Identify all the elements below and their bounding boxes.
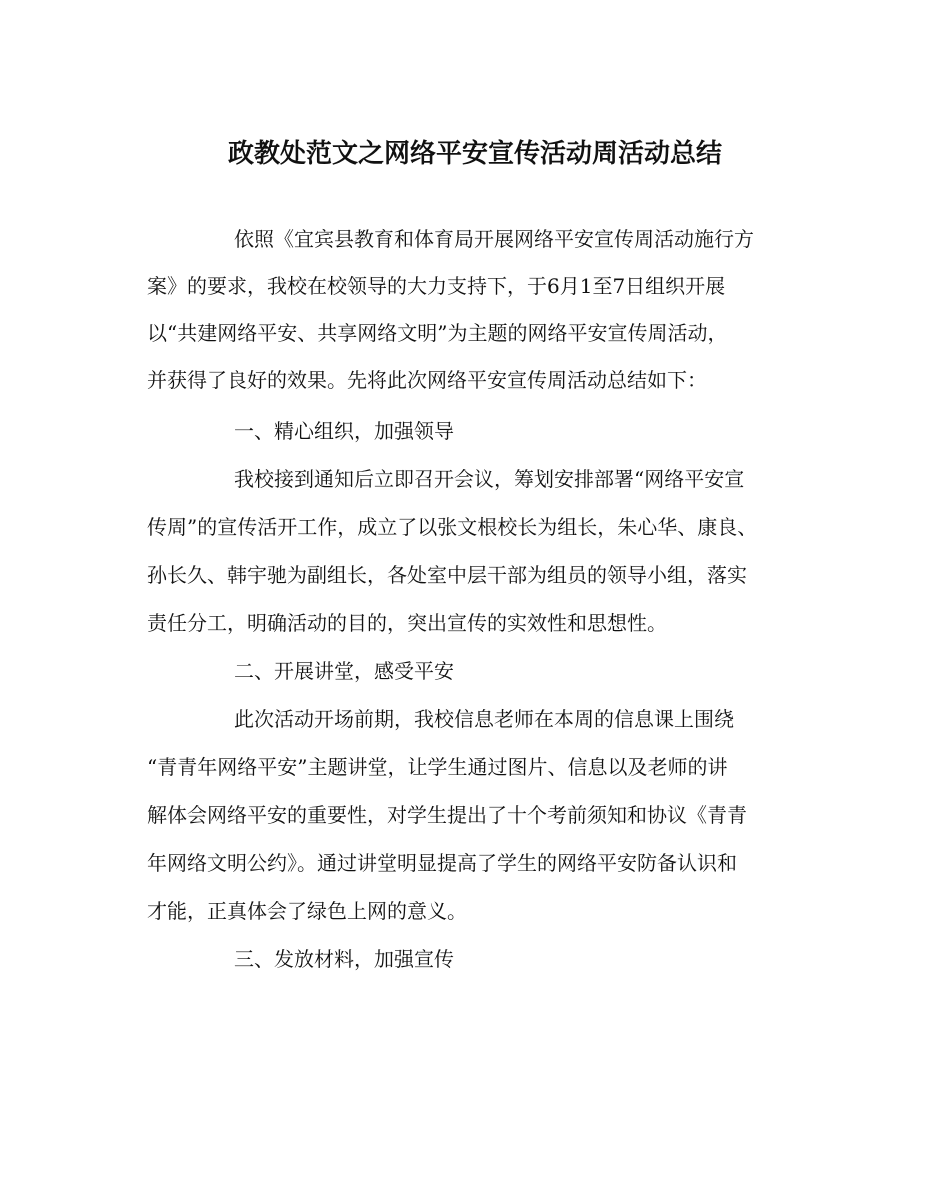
- section-heading: 二、开展讲堂，感受平安: [234, 659, 454, 683]
- section-heading: 一、精心组织，加强领导: [234, 419, 454, 443]
- paragraph-line: 责任分工，明确活动的目的，突出宣传的实效性和思想性。: [147, 611, 667, 635]
- paragraph-line: 孙长久、韩宇驰为副组长，各处室中层干部为组员的领导小组，落实: [147, 563, 747, 587]
- paragraph-line: “青青年网络平安”主题讲堂，让学生通过图片、信息以及老师的讲: [147, 755, 728, 779]
- section-heading: 三、发放材料，加强宣传: [234, 947, 454, 971]
- paragraph-line: 年网络文明公约》。通过讲堂明显提高了学生的网络平安防备认识和: [147, 851, 737, 875]
- paragraph-line: 此次活动开场前期，我校信息老师在本周的信息课上围绕: [234, 707, 734, 731]
- paragraph-line: 我校接到通知后立即召开会议，筹划安排部署“网络平安宣: [234, 467, 745, 491]
- paragraph-line: 并获得了良好的效果。先将此次网络平安宣传周活动总结如下：: [147, 368, 707, 392]
- paragraph-line: 才能，正真体会了绿色上网的意义。: [147, 899, 467, 923]
- paragraph-line: 传周”的宣传活开工作，成立了以张文根校长为组长，朱心华、康良、: [147, 515, 758, 539]
- document-title: 政教处范文之网络平安宣传活动周活动总结: [227, 139, 722, 169]
- paragraph-line: 解体会网络平安的重要性，对学生提出了十个考前须知和协议《青青: [147, 803, 747, 827]
- paragraph-line: 案》的要求，我校在校领导的大力支持下，于6月1至7日组织开展: [147, 274, 726, 298]
- paragraph-line: 依照《宜宾县教育和体育局开展网络平安宣传周活动施行方: [234, 227, 754, 251]
- paragraph-line: 以“共建网络平安、共享网络文明”为主题的网络平安宣传周活动，: [147, 321, 728, 345]
